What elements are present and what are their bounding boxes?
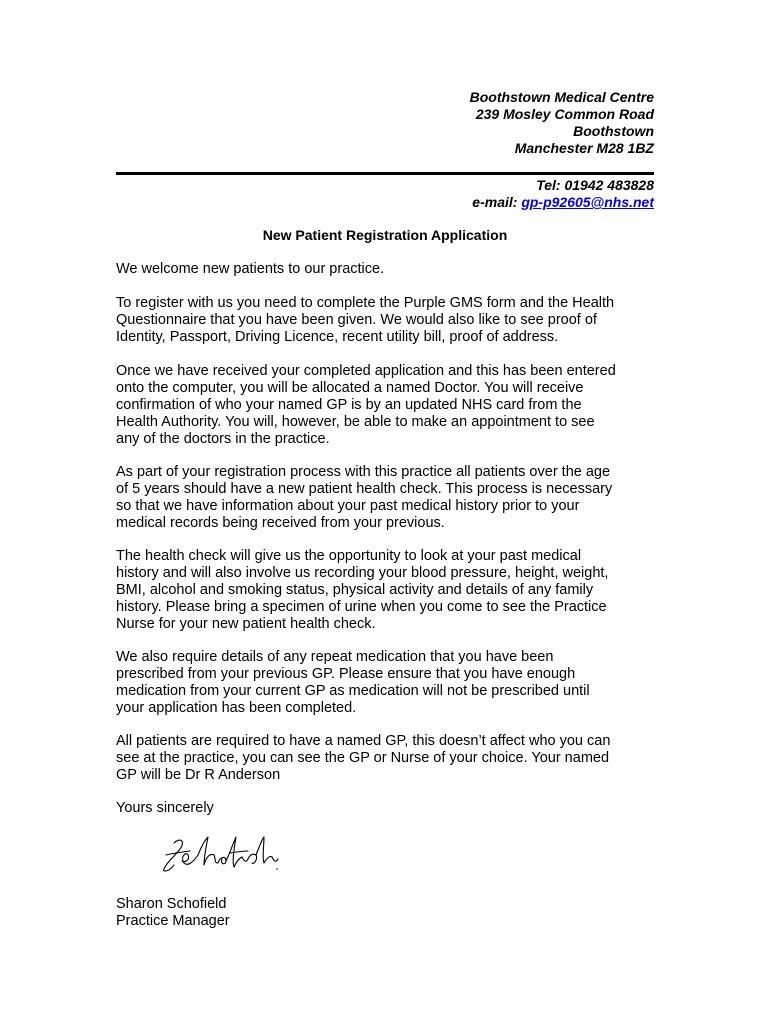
paragraph-line: As part of your registration process with this practice all patients over the age [116, 464, 611, 480]
paragraph-line: of 5 years should have a new patient health check. This process is necessary [116, 481, 613, 497]
paragraph-line: Nurse for your new patient health check. [116, 616, 376, 632]
paragraph-line: To register with us you need to complete the Purple GMS form and the Health [116, 295, 615, 311]
paragraph-line: history and will also involve us recording your blood pressure, height, weight, [116, 565, 609, 581]
paragraph-medication [116, 649, 666, 717]
paragraph-line: confirmation of who your named GP is by an updated NHS card from the [116, 397, 582, 413]
paragraph-line: The health check will give us the opportunity to look at your past medical [116, 548, 582, 564]
email-label: e-mail: [472, 194, 522, 210]
paragraph-line: We also require details of any repeat medication that you have been [116, 649, 554, 665]
paragraph-line: BMI, alcohol and smoking status, physical activity and details of any family [116, 582, 594, 598]
address-line-practice-name: Boothstown Medical Centre [469, 89, 654, 105]
paragraph-line: Identity, Passport, Driving Licence, recent utility bill, proof of address. [116, 329, 559, 345]
paragraph-health-check-details [116, 548, 666, 633]
paragraph-line: All patients are required to have a named GP, this doesn’t affect who you can [116, 733, 611, 749]
closing-salutation: Yours sincerely [116, 800, 214, 816]
practice-address [360, 89, 654, 157]
paragraph-registration [116, 295, 666, 346]
paragraph-named-doctor [116, 363, 666, 448]
paragraph-named-gp [116, 733, 666, 784]
signatory-role: Practice Manager [116, 913, 230, 929]
address-line-street: 239 Mosley Common Road [475, 106, 654, 122]
paragraph-line: see at the practice, you can see the GP or Nurse of your choice. Your named [116, 750, 610, 766]
email-line [360, 194, 654, 211]
handwritten-signature [160, 833, 280, 879]
header-divider [116, 172, 654, 175]
paragraph-line: Questionnaire that you have been given. We would also like to see proof of [116, 312, 597, 328]
paragraph-line: Once we have received your completed application and this has been entered [116, 363, 616, 379]
paragraph-line: GP will be Dr R Anderson [116, 767, 281, 783]
telephone: Tel: 01942 483828 [536, 177, 654, 193]
paragraph-line: onto the computer, you will be allocated a named Doctor. You will receive [116, 380, 584, 396]
email-link[interactable]: gp-p92605@nhs.net [521, 194, 654, 210]
paragraph-line: medical records being received from your previous. [116, 515, 445, 531]
signatory-name: Sharon Schofield [116, 896, 227, 912]
paragraph-line: history. Please bring a specimen of urine when you come to see the Practice [116, 599, 607, 615]
paragraph-line: your application has been completed. [116, 700, 357, 716]
paragraph-line: so that we have information about your past medical history prior to your [116, 498, 580, 514]
paragraph-health-check [116, 464, 666, 532]
paragraph-line: prescribed from your previous GP. Please ensure that you have enough [116, 666, 576, 682]
letter-title: New Patient Registration Application [262, 227, 508, 243]
paragraph-line: Health Authority. You will, however, be able to make an appointment to see [116, 414, 595, 430]
address-line-city-postcode: Manchester M28 1BZ [514, 140, 654, 156]
paragraph-line: medication from your current GP as medication will not be prescribed until [116, 683, 590, 699]
signatory [116, 896, 666, 930]
address-line-area: Boothstown [573, 123, 654, 139]
paragraph-line: any of the doctors in the practice. [116, 431, 330, 447]
paragraph-welcome [116, 261, 666, 278]
practice-contact [360, 177, 654, 211]
paragraph-line: We welcome new patients to our practice. [116, 261, 385, 277]
